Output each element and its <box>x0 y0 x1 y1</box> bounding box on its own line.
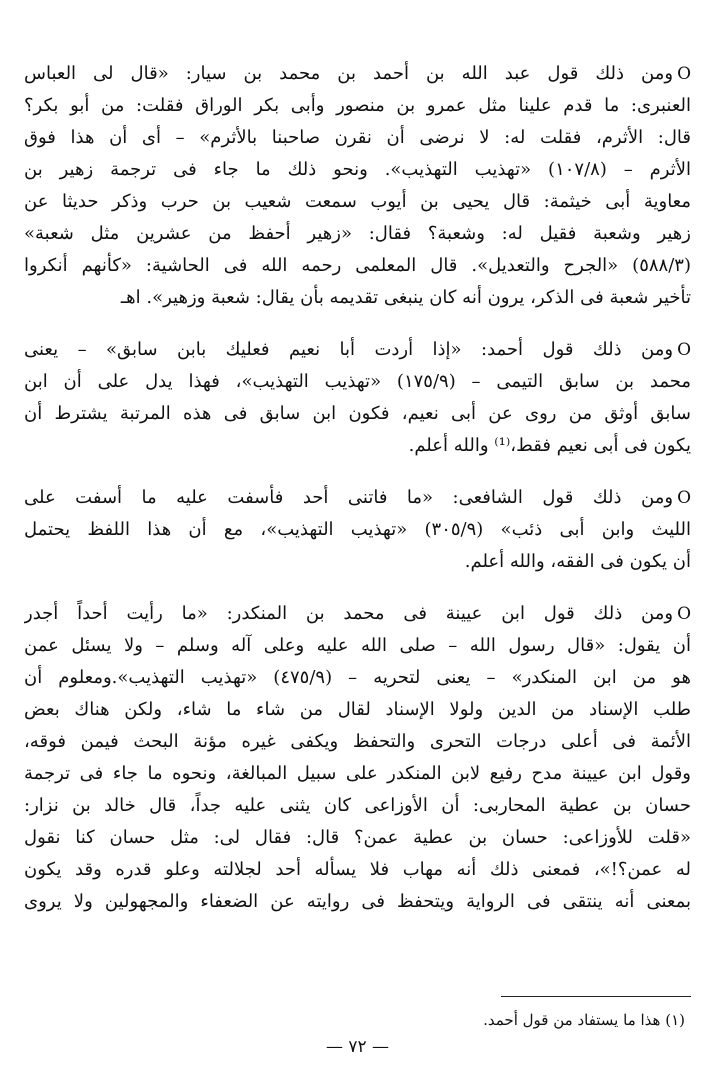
footnote: (١) هذا ما يستفاد من قول أحمد. <box>483 1011 685 1029</box>
text-line: العنبرى: ما قدم علينا مثل عمرو بن منصور وأبى بكر الوراق فقلت: من أبو بكر؟ <box>24 95 691 116</box>
circle-bullet-icon: O <box>677 340 691 360</box>
text-line: Oومن ذلك قول عبد الله بن أحمد بن محمد بن سيار: «قال لى العباس <box>24 58 691 90</box>
text-line: تأخير شعبة فى الذكر، يرون أنه كان ينبغى تقديمه بأن يقال: شعبة وزهير». اهـ <box>120 287 691 308</box>
text-line: (٥٨٨/٣) «الجرح والتعديل». قال المعلمى رحمه الله فى الحاشية: «كأنهم أنكروا <box>24 255 691 276</box>
text-line: Oومن ذلك قول الشافعى: «ما فاتنى أحد فأسفت عليه ما أسفت على <box>24 482 691 514</box>
text-line: حسان بن عطية المحاربى: أن الأوزاعى كان يثنى عليه جداً، قال خالد بن نزار: <box>24 795 691 816</box>
text-line: الأئمة فى أعلى درجات التحرى والتحفظ ويكفى غيره مؤنة البحث فيمن فوقه، <box>24 731 691 752</box>
text-line: بمعنى أنه ينتقى فى الرواية ويتحفظ فى روايته عن الضعفاء والمجهولين ولا يروى <box>24 891 691 912</box>
text-line: محمد بن سابق التيمى – (١٧٥/٩) «تهذيب التهذيب»، فهذا يدل على أن ابن <box>24 371 691 392</box>
text-line: أن يكون فى الفقه، والله أعلم. <box>464 551 691 572</box>
text-line: Oومن ذلك قول أحمد: «إذا أردت أبا نعيم فعليك بابن سابق» – يعنى <box>24 334 691 366</box>
circle-bullet-icon: O <box>677 488 691 508</box>
text-line: طلب الإسناد من الدين ولولا الإسناد لقال من شاء ما شاء، ولكن هناك بعض <box>24 699 691 720</box>
text-line: الأثرم – (١٠٧/٨) «تهذيب التهذيب». ونحو ذلك ما جاء فى ترجمة زهير بن <box>24 159 691 180</box>
text-line: قال: الأثرم، فقلت له: لا نرضى أن نقرن صاحبنا بالأثرم» – أى أن هذا فوق <box>24 127 691 148</box>
circle-bullet-icon: O <box>677 604 691 624</box>
text-line: سابق أوثق من روى عن أبى نعيم، فكون ابن سابق فى هذه المرتبة يشترط أن <box>24 403 691 424</box>
paragraph-1 <box>24 58 691 314</box>
circle-bullet-icon: O <box>677 64 691 84</box>
text-line: وقول ابن عيينة مدح رفيع لابن المنكدر على سبيل المبالغة، ونحوه ما جاء فى ترجمة <box>24 763 691 784</box>
text-line: «قلت للأوزاعى: حسان بن عطية عمن؟ قال: فقال لى: مثل حسان كنا نقول <box>24 827 691 848</box>
text-line: Oومن ذلك قول ابن عيينة فى محمد بن المنكدر: «ما رأيت أحداً أجدر <box>24 598 691 630</box>
page-number: — ٧٢ — <box>325 1037 390 1057</box>
text-line: زهير وشعبة فقيل له: وشعبة؟ فقال: «زهير أحفظ من عشرين مثل شعبة» <box>24 223 691 244</box>
text-line: له عمن؟!»، فمعنى ذلك أنه مهاب فلا يسأله أحد لجلالته وعلو قدره وقد يكون <box>24 859 691 880</box>
footnote-divider <box>501 996 691 997</box>
paragraph-3 <box>24 482 691 578</box>
text-line: معاوية أبى خيثمة: قال يحيى بن أيوب سمعت شعيب بن حرب وذكر حديثا عن <box>24 191 691 212</box>
text-line: يكون فى أبى نعيم فقط،⁽¹⁾ والله أعلم. <box>408 435 691 456</box>
paragraph-4 <box>24 598 691 918</box>
text-line: أن يقول: «قال رسول الله – صلى الله عليه وعلى آله وسلم – ولا يسئل عمن <box>24 635 691 656</box>
paragraph-2 <box>24 334 691 462</box>
page-body <box>24 58 691 938</box>
text-line: هو من ابن المنكدر» – يعنى لتحريه – (٤٧٥/٩) «تهذيب التهذيب».ومعلوم أن <box>24 667 691 688</box>
text-line: الليث وابن أبى ذئب» (٣٠٥/٩) «تهذيب التهذيب»، مع أن هذا اللفظ يحتمل <box>24 519 691 540</box>
